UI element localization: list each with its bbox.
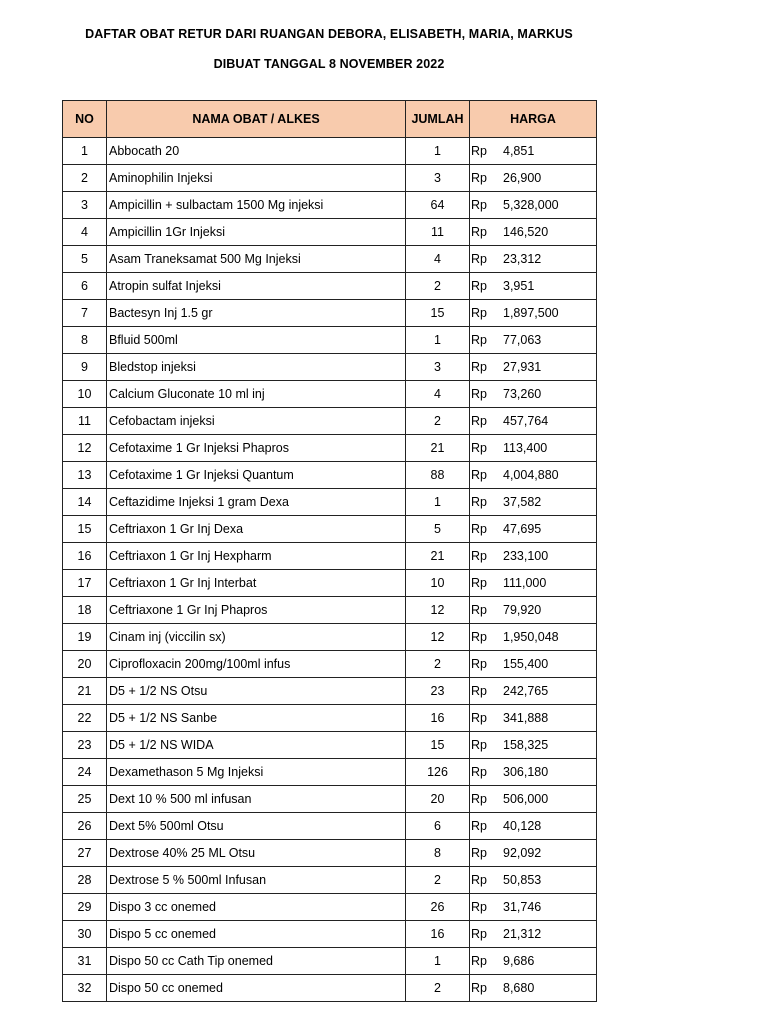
price-amount: 37,582: [503, 495, 542, 509]
price-amount: 506,000: [503, 792, 549, 806]
row-number: 2: [63, 165, 107, 192]
price-amount: 77,063: [503, 333, 542, 347]
table-row: [63, 651, 597, 678]
quantity: 12: [406, 597, 470, 624]
quantity: 2: [406, 651, 470, 678]
medicine-name: Ceftriaxone 1 Gr Inj Phapros: [107, 597, 406, 624]
quantity: 16: [406, 921, 470, 948]
table-row: [63, 408, 597, 435]
row-number: 29: [63, 894, 107, 921]
price-cell: [470, 543, 597, 570]
quantity: 21: [406, 435, 470, 462]
price-amount: 3,951: [503, 279, 535, 293]
quantity: 64: [406, 192, 470, 219]
price-cell: [470, 165, 597, 192]
currency-label: Rp: [471, 900, 487, 914]
quantity: 8: [406, 840, 470, 867]
quantity: 16: [406, 705, 470, 732]
price-amount: 4,004,880: [503, 468, 559, 482]
price-amount: 155,400: [503, 657, 549, 671]
price-cell: [470, 354, 597, 381]
currency-label: Rp: [471, 846, 487, 860]
medicine-name: Atropin sulfat Injeksi: [107, 273, 406, 300]
price-amount: 9,686: [503, 954, 535, 968]
quantity: 10: [406, 570, 470, 597]
medicine-name: Abbocath 20: [107, 138, 406, 165]
price-amount: 1,897,500: [503, 306, 559, 320]
price-amount: 158,325: [503, 738, 549, 752]
row-number: 4: [63, 219, 107, 246]
table-row: [63, 165, 597, 192]
currency-label: Rp: [471, 711, 487, 725]
row-number: 8: [63, 327, 107, 354]
currency-label: Rp: [471, 603, 487, 617]
price-amount: 306,180: [503, 765, 549, 779]
currency-label: Rp: [471, 414, 487, 428]
quantity: 12: [406, 624, 470, 651]
price-cell: [470, 462, 597, 489]
currency-label: Rp: [471, 495, 487, 509]
quantity: 88: [406, 462, 470, 489]
row-number: 5: [63, 246, 107, 273]
table-row: [63, 597, 597, 624]
price-cell: [470, 786, 597, 813]
quantity: 2: [406, 867, 470, 894]
price-amount: 111,000: [503, 576, 547, 590]
currency-label: Rp: [471, 657, 487, 671]
table-row: [63, 300, 597, 327]
medicine-name: Ampicillin + sulbactam 1500 Mg injeksi: [107, 192, 406, 219]
table-header-row: [63, 101, 597, 138]
medicine-name: D5 + 1/2 NS WIDA: [107, 732, 406, 759]
currency-label: Rp: [471, 441, 487, 455]
table-row: [63, 516, 597, 543]
header-no: NO: [63, 101, 107, 138]
currency-label: Rp: [471, 684, 487, 698]
currency-label: Rp: [471, 630, 487, 644]
currency-label: Rp: [471, 738, 487, 752]
price-cell: [470, 867, 597, 894]
price-cell: [470, 327, 597, 354]
table-row: [63, 192, 597, 219]
row-number: 3: [63, 192, 107, 219]
quantity: 15: [406, 300, 470, 327]
currency-label: Rp: [471, 954, 487, 968]
medicine-name: Ciprofloxacin 200mg/100ml infus: [107, 651, 406, 678]
table-row: [63, 813, 597, 840]
price-cell: [470, 246, 597, 273]
currency-label: Rp: [471, 981, 487, 995]
table-row: [63, 948, 597, 975]
quantity: 1: [406, 948, 470, 975]
row-number: 23: [63, 732, 107, 759]
header-qty: JUMLAH: [406, 101, 470, 138]
row-number: 10: [63, 381, 107, 408]
table-row: [63, 246, 597, 273]
medicine-name: Bactesyn Inj 1.5 gr: [107, 300, 406, 327]
price-amount: 341,888: [503, 711, 549, 725]
row-number: 17: [63, 570, 107, 597]
medicine-name: Dispo 50 cc Cath Tip onemed: [107, 948, 406, 975]
medicine-name: Cefotaxime 1 Gr Injeksi Quantum: [107, 462, 406, 489]
table-row: [63, 867, 597, 894]
quantity: 4: [406, 246, 470, 273]
price-amount: 47,695: [503, 522, 542, 536]
currency-label: Rp: [471, 468, 487, 482]
currency-label: Rp: [471, 306, 487, 320]
medicine-name: Ampicillin 1Gr Injeksi: [107, 219, 406, 246]
medicine-name: Calcium Gluconate 10 ml inj: [107, 381, 406, 408]
price-cell: [470, 192, 597, 219]
price-amount: 26,900: [503, 171, 542, 185]
price-amount: 21,312: [503, 927, 542, 941]
price-cell: [470, 570, 597, 597]
row-number: 14: [63, 489, 107, 516]
price-cell: [470, 624, 597, 651]
row-number: 7: [63, 300, 107, 327]
currency-label: Rp: [471, 252, 487, 266]
quantity: 4: [406, 381, 470, 408]
table-row: [63, 138, 597, 165]
medicine-name: Cefobactam injeksi: [107, 408, 406, 435]
price-amount: 27,931: [503, 360, 542, 374]
price-cell: [470, 840, 597, 867]
currency-label: Rp: [471, 765, 487, 779]
currency-label: Rp: [471, 927, 487, 941]
price-cell: [470, 138, 597, 165]
table-row: [63, 381, 597, 408]
table-row: [63, 759, 597, 786]
row-number: 27: [63, 840, 107, 867]
table-row: [63, 273, 597, 300]
medicine-name: Dextrose 40% 25 ML Otsu: [107, 840, 406, 867]
row-number: 25: [63, 786, 107, 813]
price-amount: 79,920: [503, 603, 542, 617]
price-amount: 50,853: [503, 873, 542, 887]
row-number: 15: [63, 516, 107, 543]
table-row: [63, 489, 597, 516]
price-amount: 40,128: [503, 819, 542, 833]
row-number: 6: [63, 273, 107, 300]
table-row: [63, 705, 597, 732]
header-price: HARGA: [470, 101, 597, 138]
medicine-name: D5 + 1/2 NS Sanbe: [107, 705, 406, 732]
table-row: [63, 570, 597, 597]
currency-label: Rp: [471, 171, 487, 185]
quantity: 1: [406, 489, 470, 516]
currency-label: Rp: [471, 225, 487, 239]
price-cell: [470, 678, 597, 705]
table-row: [63, 435, 597, 462]
price-cell: [470, 408, 597, 435]
quantity: 2: [406, 975, 470, 1002]
row-number: 28: [63, 867, 107, 894]
price-amount: 113,400: [503, 441, 548, 455]
price-cell: [470, 975, 597, 1002]
table-row: [63, 732, 597, 759]
medicine-name: Dispo 5 cc onemed: [107, 921, 406, 948]
medicine-name: Dexamethason 5 Mg Injeksi: [107, 759, 406, 786]
price-amount: 73,260: [503, 387, 542, 401]
currency-label: Rp: [471, 333, 487, 347]
row-number: 11: [63, 408, 107, 435]
row-number: 24: [63, 759, 107, 786]
row-number: 32: [63, 975, 107, 1002]
row-number: 26: [63, 813, 107, 840]
quantity: 15: [406, 732, 470, 759]
price-amount: 242,765: [503, 684, 549, 698]
medicine-name: Ceftriaxon 1 Gr Inj Dexa: [107, 516, 406, 543]
medicine-name: Bledstop injeksi: [107, 354, 406, 381]
medicine-name: Asam Traneksamat 500 Mg Injeksi: [107, 246, 406, 273]
price-cell: [470, 219, 597, 246]
price-amount: 8,680: [503, 981, 535, 995]
quantity: 6: [406, 813, 470, 840]
quantity: 2: [406, 273, 470, 300]
price-amount: 31,746: [503, 900, 542, 914]
medicine-name: Dextrose 5 % 500ml Infusan: [107, 867, 406, 894]
currency-label: Rp: [471, 576, 487, 590]
table-row: [63, 894, 597, 921]
medicine-name: Aminophilin Injeksi: [107, 165, 406, 192]
table-row: [63, 786, 597, 813]
table-row: [63, 462, 597, 489]
medicine-name: Bfluid 500ml: [107, 327, 406, 354]
price-cell: [470, 435, 597, 462]
medicine-name: Cefotaxime 1 Gr Injeksi Phapros: [107, 435, 406, 462]
currency-label: Rp: [471, 819, 487, 833]
quantity: 1: [406, 327, 470, 354]
quantity: 20: [406, 786, 470, 813]
price-cell: [470, 921, 597, 948]
price-cell: [470, 597, 597, 624]
row-number: 1: [63, 138, 107, 165]
table-row: [63, 327, 597, 354]
price-amount: 23,312: [503, 252, 542, 266]
document-subtitle: DIBUAT TANGGAL 8 NOVEMBER 2022: [213, 57, 445, 71]
quantity: 1: [406, 138, 470, 165]
quantity: 5: [406, 516, 470, 543]
header-name: NAMA OBAT / ALKES: [107, 101, 406, 138]
quantity: 23: [406, 678, 470, 705]
table-row: [63, 840, 597, 867]
table-row: [63, 354, 597, 381]
price-cell: [470, 300, 597, 327]
price-cell: [470, 705, 597, 732]
row-number: 19: [63, 624, 107, 651]
price-cell: [470, 273, 597, 300]
table-row: [63, 921, 597, 948]
price-cell: [470, 732, 597, 759]
price-amount: 457,764: [503, 414, 549, 428]
medicine-name: Dispo 3 cc onemed: [107, 894, 406, 921]
medicine-name: Ceftazidime Injeksi 1 gram Dexa: [107, 489, 406, 516]
currency-label: Rp: [471, 360, 487, 374]
price-amount: 4,851: [503, 144, 535, 158]
row-number: 30: [63, 921, 107, 948]
price-cell: [470, 759, 597, 786]
row-number: 22: [63, 705, 107, 732]
medicine-name: Ceftriaxon 1 Gr Inj Interbat: [107, 570, 406, 597]
medicine-name: Dext 5% 500ml Otsu: [107, 813, 406, 840]
price-amount: 146,520: [503, 225, 549, 239]
row-number: 20: [63, 651, 107, 678]
table-row: [63, 678, 597, 705]
row-number: 16: [63, 543, 107, 570]
row-number: 12: [63, 435, 107, 462]
document-title: DAFTAR OBAT RETUR DARI RUANGAN DEBORA, ELISABETH, MARIA, MARKUS: [85, 27, 573, 41]
medicine-name: Dispo 50 cc onemed: [107, 975, 406, 1002]
quantity: 11: [406, 219, 470, 246]
price-amount: 233,100: [503, 549, 549, 563]
currency-label: Rp: [471, 522, 487, 536]
price-cell: [470, 813, 597, 840]
currency-label: Rp: [471, 198, 487, 212]
currency-label: Rp: [471, 279, 487, 293]
row-number: 21: [63, 678, 107, 705]
price-cell: [470, 381, 597, 408]
price-cell: [470, 651, 597, 678]
currency-label: Rp: [471, 387, 487, 401]
price-cell: [470, 894, 597, 921]
quantity: 26: [406, 894, 470, 921]
table-row: [63, 543, 597, 570]
price-amount: 5,328,000: [503, 198, 559, 212]
row-number: 18: [63, 597, 107, 624]
quantity: 21: [406, 543, 470, 570]
table-row: [63, 975, 597, 1002]
price-amount: 92,092: [503, 846, 542, 860]
table-row: [63, 624, 597, 651]
medicine-name: D5 + 1/2 NS Otsu: [107, 678, 406, 705]
quantity: 2: [406, 408, 470, 435]
quantity: 3: [406, 354, 470, 381]
price-cell: [470, 948, 597, 975]
quantity: 3: [406, 165, 470, 192]
medicine-name: Dext 10 % 500 ml infusan: [107, 786, 406, 813]
table-row: [63, 219, 597, 246]
row-number: 9: [63, 354, 107, 381]
currency-label: Rp: [471, 873, 487, 887]
price-cell: [470, 516, 597, 543]
medicine-return-table: [62, 100, 597, 1002]
medicine-name: Ceftriaxon 1 Gr Inj Hexpharm: [107, 543, 406, 570]
currency-label: Rp: [471, 144, 487, 158]
medicine-name: Cinam inj (viccilin sx): [107, 624, 406, 651]
row-number: 31: [63, 948, 107, 975]
row-number: 13: [63, 462, 107, 489]
price-amount: 1,950,048: [503, 630, 559, 644]
quantity: 126: [406, 759, 470, 786]
currency-label: Rp: [471, 549, 487, 563]
currency-label: Rp: [471, 792, 487, 806]
price-cell: [470, 489, 597, 516]
